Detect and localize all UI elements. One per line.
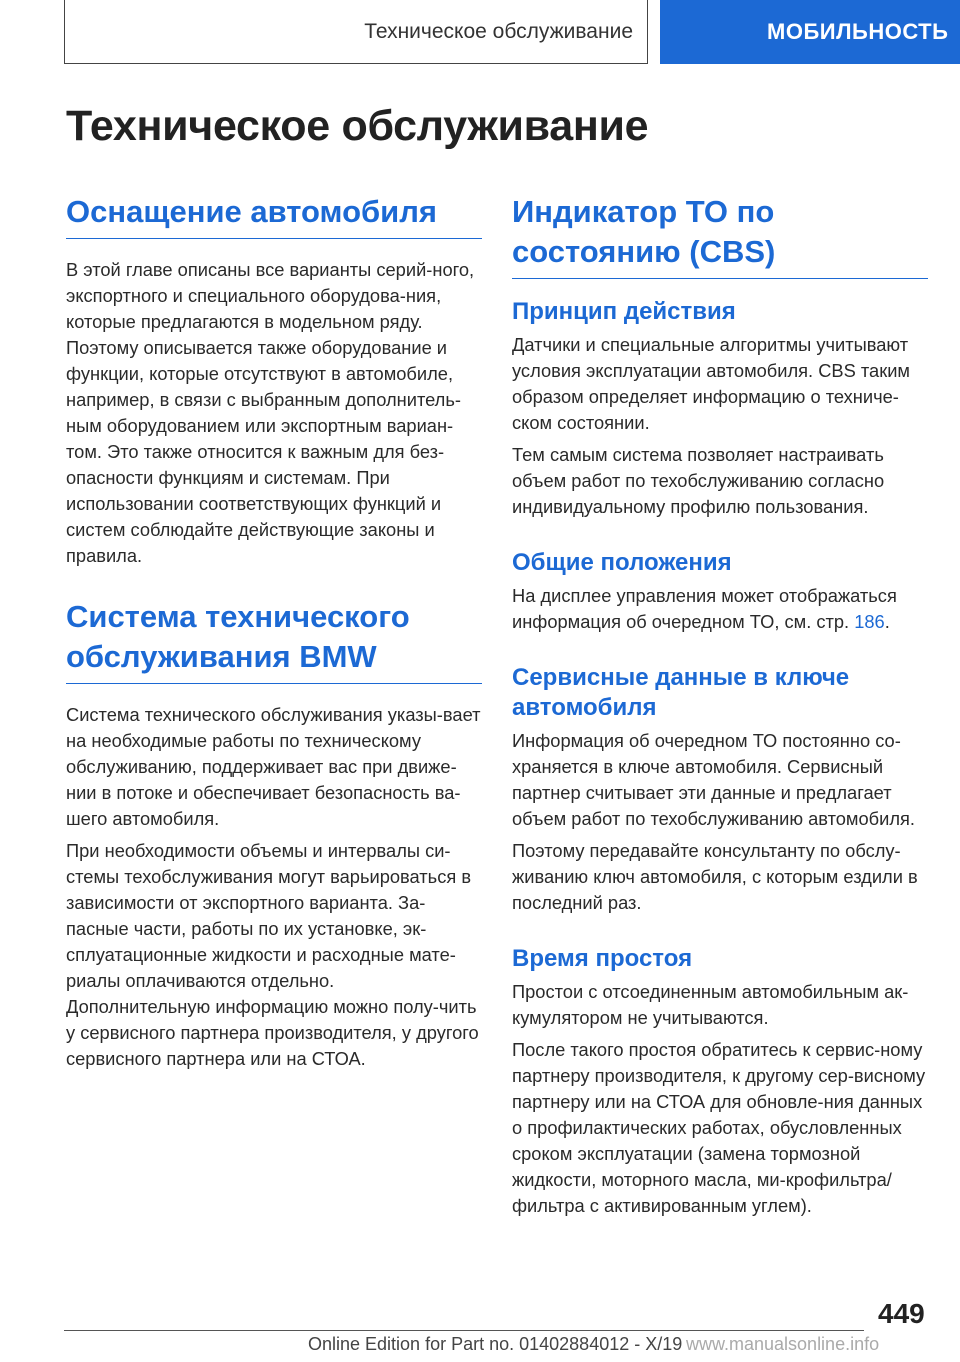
watermark: www.manualsonline.info: [686, 1334, 880, 1354]
page-reference-link[interactable]: 186: [854, 611, 885, 632]
section-heading-cbs: Индикатор ТО по состоянию (CBS): [512, 192, 928, 279]
paragraph: В этой главе описаны все варианты серий-ного, экспортного и специального оборудова-ния, которые предлагаются в модельном ряду. Поэтому описывается также оборудование и функции, которые отсутствуют в автомобиле, например, в связи с выбранным дополнитель-ным оборудованием или экспортным вариан-том. Это также относится к важным для без-опасности функциям и системам. При использовании соответствующих функций и систем соблюдайте действующие законы и правила.: [66, 259, 475, 566]
page-number: 449: [878, 1298, 925, 1329]
header-section-box: [64, 0, 648, 64]
section-heading-equipment: Оснащение автомобиля: [66, 192, 482, 239]
footer-divider: [64, 1330, 864, 1331]
header-section-title: Техническое обслуживание: [364, 19, 633, 43]
header-chapter-label: МОБИЛЬНОСТЬ: [767, 19, 949, 44]
subheading-downtime: Время простоя: [512, 945, 693, 972]
paragraph: Система технического обслуживания указы-вает на необходимые работы по техническому обслуживанию, поддерживает вас при движе-нии в потоке и обеспечивает безопасность ва-шего автомобиля.: [66, 704, 481, 829]
paragraph: Датчики и специальные алгоритмы учитывают условия эксплуатации автомобиля. CBS таким образом определяет информацию о техниче-ском состоянии.: [512, 334, 911, 433]
paragraph: Информация об очередном ТО постоянно со-храняется в ключе автомобиля. Сервисный партнер считывает эти данные и предлагает объем работ по техобслуживанию автомобиля.: [512, 730, 915, 829]
paragraph: При необходимости объемы и интервалы си-стемы техобслуживания могут варьироваться в зависимости от экспортного варианта. За-пасные части, работы по их установке, эк-сплуатационные жидкости и расходные мате-риалы оплачиваются отдельно. Дополнительную информацию можно полу-чить у сервисного партнера производителя, у другого сервисного партнера или на СТОА.: [66, 840, 479, 1069]
right-column: [512, 192, 928, 1225]
section-heading-bmw-service: Система технического обслуживания BMW: [66, 597, 482, 684]
subheading-general: Общие положения: [512, 549, 732, 576]
subheading-key-data: Сервисные данные в ключе автомобиля: [512, 664, 850, 721]
paragraph: Тем самым система позволяет настраивать объем работ по техобслуживанию согласно индивидуальному профилю пользования.: [512, 444, 885, 517]
paragraph: После такого простоя обратитесь к сервис-ному партнеру производителя, к другому сер-висному партнеру или на СТОА для обновле-ния данных о профилактических работах, обусловленных сроком эксплуатации (замена тормозной жидкости, моторного масла, ми-крофильтра/фильтра с активированным углем).: [512, 1039, 926, 1216]
subheading-principle: Принцип действия: [512, 298, 736, 325]
paragraph: Простои с отсоединенным автомобильным ак-кумулятором не учитываются.: [512, 981, 909, 1028]
paragraph: Поэтому передавайте консультанту по обслу-живанию ключ автомобиля, с которым ездили в последний раз.: [512, 840, 918, 913]
page-title: Техническое обслуживание: [66, 102, 649, 150]
header-chapter-tab[interactable]: [660, 0, 960, 64]
left-column: [66, 192, 482, 1078]
paragraph-text: На дисплее управления может отображаться информация об очередном ТО, см. стр.: [512, 585, 897, 632]
paragraph: На дисплее управления может отображаться информация об очередном ТО, см. стр. 186.: [512, 585, 897, 632]
footer-edition: Online Edition for Part no. 01402884012 - X/19: [308, 1334, 683, 1354]
